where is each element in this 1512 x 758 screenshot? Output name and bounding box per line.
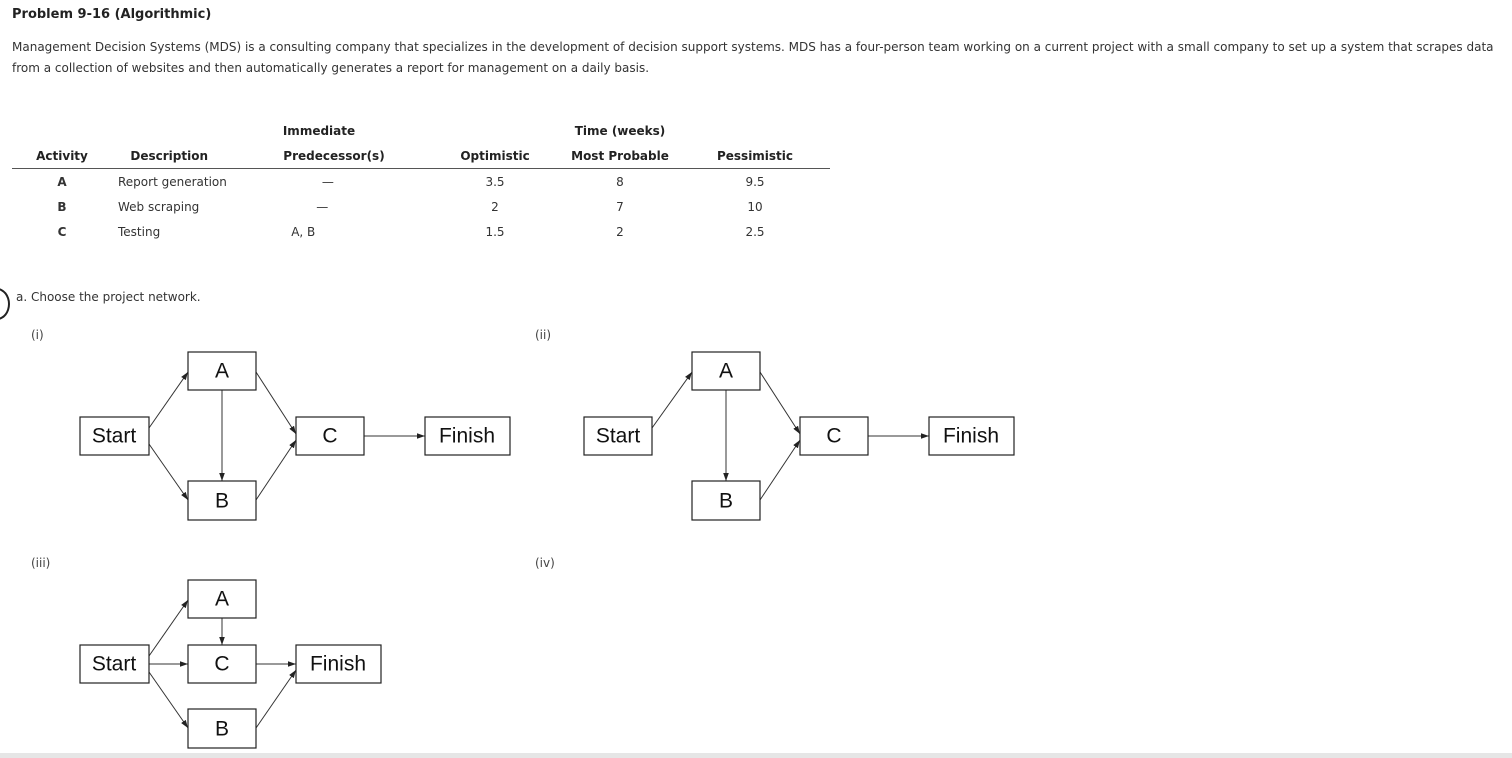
node-start bbox=[80, 645, 149, 683]
cell-predecessors: A, B bbox=[291, 224, 316, 239]
network-option-iii[interactable] bbox=[80, 580, 381, 748]
node-a bbox=[188, 352, 256, 390]
header-most-probable: Most Probable bbox=[560, 143, 680, 169]
svg-text:A: A bbox=[214, 587, 230, 611]
edge-start-a bbox=[149, 372, 188, 428]
cell-activity: A bbox=[57, 174, 67, 189]
node-finish bbox=[296, 645, 381, 683]
node-start bbox=[584, 417, 652, 455]
header-pessimistic: Pessimistic bbox=[680, 143, 830, 169]
cell-optimistic: 2 bbox=[491, 199, 499, 214]
cell-pessimistic: 2.5 bbox=[745, 224, 765, 239]
svg-text:A: A bbox=[718, 359, 734, 383]
cell-optimistic: 3.5 bbox=[485, 174, 505, 189]
edge-start-b bbox=[149, 672, 188, 728]
svg-text:A: A bbox=[214, 359, 230, 383]
cell-pessimistic: 9.5 bbox=[745, 174, 765, 189]
network-option-i[interactable] bbox=[80, 352, 510, 520]
edge-a-c bbox=[256, 372, 296, 434]
node-a bbox=[692, 352, 760, 390]
node-finish bbox=[425, 417, 510, 455]
edge-start-a bbox=[149, 600, 188, 656]
cell-activity: B bbox=[57, 199, 67, 214]
header-activity: Activity bbox=[12, 143, 112, 169]
problem-title: Problem 9-16 (Algorithmic) bbox=[12, 7, 212, 22]
cell-predecessors: — bbox=[321, 174, 334, 189]
edge-start-b bbox=[149, 444, 188, 500]
svg-text:B: B bbox=[214, 489, 230, 513]
svg-text:Finish: Finish bbox=[309, 652, 367, 676]
node-b bbox=[692, 481, 760, 520]
node-c bbox=[800, 417, 868, 455]
problem-intro: Management Decision Systems (MDS) is a consulting company that specializes in the development of decision support systems. MDS has a four-person team working on a current project with a small company to set up a system that scrapes data from a collection of websites and then automatically generates a report for management on a daily basis. bbox=[12, 40, 1494, 75]
cell-most-probable: 2 bbox=[616, 224, 624, 239]
svg-text:B: B bbox=[214, 717, 230, 741]
edge-b-finish bbox=[256, 670, 296, 728]
svg-text:B: B bbox=[718, 489, 734, 513]
header-time: Time (weeks) bbox=[574, 123, 666, 138]
node-start bbox=[80, 417, 149, 455]
cell-predecessors: — bbox=[316, 199, 329, 214]
node-c bbox=[296, 417, 364, 455]
node-b bbox=[188, 481, 256, 520]
node-finish bbox=[929, 417, 1014, 455]
header-predecessors: Predecessor(s) bbox=[208, 143, 430, 169]
cell-most-probable: 7 bbox=[616, 199, 624, 214]
svg-text:Start: Start bbox=[91, 424, 137, 448]
option-iv-label[interactable]: (iv) bbox=[535, 556, 555, 570]
header-description: Description bbox=[112, 143, 208, 169]
edge-start-a bbox=[652, 372, 692, 428]
edge-b-c bbox=[760, 440, 800, 500]
node-c bbox=[188, 645, 256, 683]
svg-text:C: C bbox=[214, 652, 230, 676]
svg-text:Start: Start bbox=[595, 424, 641, 448]
cell-most-probable: 8 bbox=[616, 174, 624, 189]
cell-activity: C bbox=[57, 224, 67, 239]
description-text: Report generation bbox=[118, 174, 227, 189]
option-ii-label[interactable]: (ii) bbox=[535, 328, 552, 342]
svg-text:Start: Start bbox=[91, 652, 137, 676]
cell-optimistic: 1.5 bbox=[485, 224, 505, 239]
description-text: Testing bbox=[118, 224, 161, 239]
cell-pessimistic: 10 bbox=[747, 199, 763, 214]
node-a bbox=[188, 580, 256, 618]
edge-a-c bbox=[760, 372, 800, 434]
option-i-label[interactable]: (i) bbox=[31, 328, 44, 342]
part-a-prompt: a. Choose the project network. bbox=[16, 290, 201, 304]
svg-text:C: C bbox=[826, 424, 842, 448]
node-b bbox=[188, 709, 256, 748]
page-bottom-border bbox=[0, 753, 1512, 758]
header-immediate: Immediate bbox=[282, 123, 356, 138]
header-optimistic: Optimistic bbox=[430, 143, 560, 169]
svg-text:C: C bbox=[322, 424, 338, 448]
svg-text:Finish: Finish bbox=[438, 424, 496, 448]
network-option-ii[interactable] bbox=[584, 352, 1014, 520]
svg-text:Finish: Finish bbox=[942, 424, 1000, 448]
description-text: Web scraping bbox=[118, 199, 200, 214]
option-iii-label[interactable]: (iii) bbox=[31, 556, 51, 570]
edge-b-c bbox=[256, 440, 296, 500]
